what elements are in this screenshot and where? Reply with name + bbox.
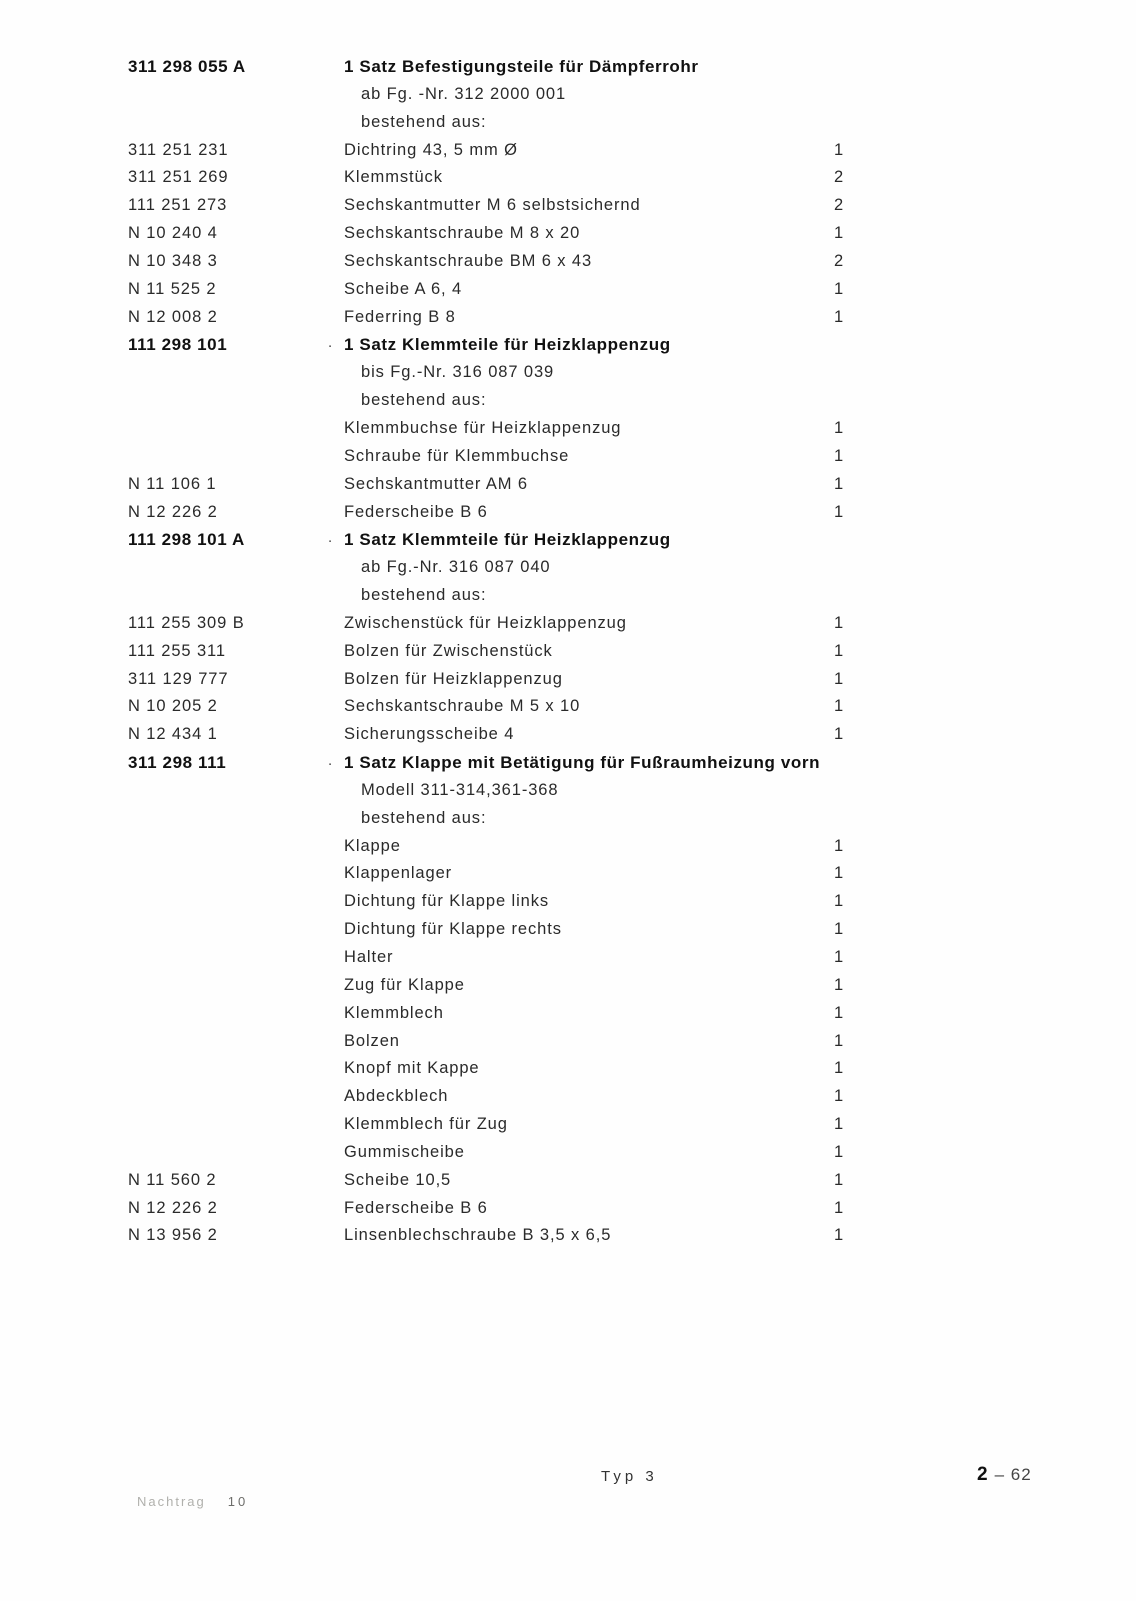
description-cell: Klappenlager	[344, 864, 453, 883]
table-row	[0, 749, 1136, 777]
description-cell: Sechskantmutter M 6 selbstsichernd	[344, 196, 641, 215]
description-cell: bis Fg.-Nr. 316 087 039	[361, 363, 555, 382]
table-row	[0, 582, 1136, 610]
quantity-cell: 1	[834, 1198, 845, 1217]
part-number-cell: N 10 240 4	[128, 224, 218, 243]
description-cell: Klappe	[344, 836, 401, 855]
description-cell: Klemmblech für Zug	[344, 1115, 508, 1134]
quantity-cell: 1	[834, 1087, 845, 1106]
table-row	[0, 359, 1136, 387]
description-cell: ab Fg. -Nr. 312 2000 001	[361, 84, 567, 103]
part-number-cell: N 12 434 1	[128, 725, 218, 744]
quantity-cell: 1	[834, 1059, 845, 1078]
leader-dot: .	[328, 334, 333, 352]
description-cell: Sechskantschraube M 8 x 20	[344, 224, 581, 243]
quantity-cell: 1	[834, 641, 845, 660]
table-row	[0, 164, 1136, 192]
description-cell: bestehend aus:	[361, 586, 487, 605]
part-number-cell: 111 298 101 A	[128, 530, 245, 550]
quantity-cell: 1	[834, 502, 845, 521]
part-number-cell: N 11 106 1	[128, 474, 217, 493]
description-cell: . 1 Satz Klemmteile für Heizklappenzug	[344, 526, 671, 554]
description-cell: bestehend aus:	[361, 808, 487, 827]
table-row	[0, 860, 1136, 888]
part-number-cell: N 12 008 2	[128, 307, 218, 326]
part-number-cell: 311 129 777	[128, 669, 229, 688]
part-number-cell: 111 255 311	[128, 641, 226, 660]
table-row	[0, 331, 1136, 359]
quantity-cell: 1	[834, 224, 845, 243]
table-row	[0, 666, 1136, 694]
description-cell: Knopf mit Kappe	[344, 1059, 480, 1078]
description-cell: Dichtung für Klappe links	[344, 892, 550, 911]
description-cell: ab Fg.-Nr. 316 087 040	[361, 558, 551, 577]
quantity-cell: 1	[834, 1003, 845, 1022]
footer-page-group: 2	[977, 1464, 989, 1485]
table-row	[0, 499, 1136, 527]
quantity-cell: 2	[834, 168, 845, 187]
part-number-cell: 311 298 111	[128, 753, 227, 773]
table-row	[0, 1139, 1136, 1167]
description-cell: Dichtung für Klappe rechts	[344, 920, 562, 939]
leader-dot: .	[328, 752, 333, 770]
footer-supplement	[137, 1494, 248, 1509]
quantity-cell: 1	[834, 474, 845, 493]
quantity-cell: 1	[834, 920, 845, 939]
description-cell: Sechskantmutter AM 6	[344, 474, 528, 493]
table-row	[0, 137, 1136, 165]
quantity-cell: 1	[834, 948, 845, 966]
quantity-cell: 1	[834, 279, 845, 298]
description-cell: Zwischenstück für Heizklappenzug	[344, 613, 627, 632]
description-cell: Federscheibe B 6	[344, 1198, 488, 1217]
description-cell: Klemmblech	[344, 1003, 444, 1022]
table-row	[0, 276, 1136, 304]
footer-page-number	[977, 1464, 1032, 1486]
quantity-cell: 1	[834, 418, 845, 437]
quantity-cell: 1	[834, 1170, 845, 1189]
part-number-cell: N 11 560 2	[128, 1170, 217, 1189]
quantity-cell: 1	[834, 864, 845, 883]
table-row	[0, 220, 1136, 248]
table-row	[0, 972, 1136, 1000]
table-row	[0, 415, 1136, 443]
table-row	[0, 916, 1136, 944]
description-cell: Klemmbuchse für Heizklappenzug	[344, 418, 622, 437]
table-row	[0, 1083, 1136, 1111]
table-row	[0, 526, 1136, 554]
part-number-cell: 111 251 273	[128, 196, 228, 215]
quantity-cell: 1	[834, 975, 845, 994]
table-row	[0, 53, 1136, 81]
part-number-cell: 311 298 055 A	[128, 57, 246, 76]
table-row	[0, 443, 1136, 471]
table-row	[0, 1167, 1136, 1195]
table-row	[0, 1222, 1136, 1250]
table-row	[0, 248, 1136, 276]
footer-supplement-label: Nachtrag	[137, 1494, 206, 1509]
table-row	[0, 610, 1136, 638]
table-row	[0, 554, 1136, 582]
description-cell: Modell 311-314,361-368	[361, 780, 559, 799]
quantity-cell: 1	[834, 1226, 845, 1245]
table-row	[0, 304, 1136, 332]
table-row	[0, 192, 1136, 220]
table-row	[0, 1028, 1136, 1056]
table-row	[0, 1111, 1136, 1139]
footer-supplement-number: 10	[227, 1494, 249, 1509]
table-row	[0, 805, 1136, 833]
footer-page-rest: – 62	[994, 1465, 1032, 1484]
description-cell: Gummischeibe	[344, 1142, 465, 1161]
description-cell: Bolzen für Zwischenstück	[344, 641, 553, 660]
description-cell: Bolzen	[344, 1031, 400, 1050]
part-number-cell: N 10 348 3	[128, 251, 218, 270]
table-row	[0, 1000, 1136, 1028]
table-row	[0, 387, 1136, 415]
description-cell: Federring B 8	[344, 307, 456, 326]
description-cell: Abdeckblech	[344, 1087, 449, 1106]
description-cell: . 1 Satz Klappe mit Betätigung für Fußraumheizung vorn	[344, 749, 820, 777]
part-number-cell: N 10 205 2	[128, 697, 218, 716]
part-number-cell: 311 251 231	[128, 140, 229, 159]
description-cell: Zug für Klappe	[344, 975, 465, 994]
table-row	[0, 888, 1136, 916]
quantity-cell: 1	[834, 307, 845, 326]
parts-list	[0, 53, 1136, 1250]
part-number-cell: N 12 226 2	[128, 502, 218, 521]
quantity-cell: 1	[834, 613, 845, 632]
table-row	[0, 1055, 1136, 1083]
description-cell: Sicherungsscheibe 4	[344, 725, 515, 744]
quantity-cell: 2	[834, 196, 845, 215]
description-cell: 1 Satz Befestigungsteile für Dämpferrohr	[344, 57, 699, 76]
description-cell: Scheibe 10,5	[344, 1170, 452, 1189]
table-row	[0, 109, 1136, 137]
description-cell: Schraube für Klemmbuchse	[344, 446, 570, 465]
description-cell: bestehend aus:	[361, 112, 487, 131]
description-cell: bestehend aus:	[361, 391, 487, 410]
description-cell: Sechskantschraube BM 6 x 43	[344, 251, 593, 270]
footer-type-label: Typ 3	[601, 1468, 658, 1485]
part-number-cell: N 12 226 2	[128, 1198, 218, 1217]
table-row	[0, 777, 1136, 805]
quantity-cell: 1	[834, 697, 845, 716]
quantity-cell: 1	[834, 836, 845, 855]
description-cell: Klemmstück	[344, 168, 443, 187]
description-cell: . 1 Satz Klemmteile für Heizklappenzug	[344, 331, 671, 359]
quantity-cell: 1	[834, 725, 845, 744]
description-cell: Sechskantschraube M 5 x 10	[344, 697, 581, 716]
quantity-cell: 1	[834, 669, 845, 688]
quantity-cell: 1	[834, 1142, 845, 1161]
description-cell: Halter	[344, 948, 394, 966]
table-row	[0, 471, 1136, 499]
part-number-cell: N 11 525 2	[128, 279, 217, 298]
quantity-cell: 1	[834, 446, 845, 465]
description-cell: Linsenblechschraube B 3,5 x 6,5	[344, 1226, 612, 1245]
quantity-cell: 2	[834, 251, 845, 270]
table-row	[0, 833, 1136, 861]
table-row	[0, 721, 1136, 749]
quantity-cell: 1	[834, 1115, 845, 1134]
table-row	[0, 693, 1136, 721]
part-number-cell: 111 255 309 B	[128, 613, 245, 632]
description-cell: Scheibe A 6, 4	[344, 279, 463, 298]
quantity-cell: 1	[834, 140, 845, 159]
description-cell: Bolzen für Heizklappenzug	[344, 669, 563, 688]
leader-dot: .	[328, 529, 333, 547]
quantity-cell: 1	[834, 892, 845, 911]
part-number-cell: 111 298 101	[128, 335, 228, 355]
table-row	[0, 81, 1136, 109]
table-row	[0, 944, 1136, 972]
description-cell: Federscheibe B 6	[344, 502, 488, 521]
description-cell: Dichtring 43, 5 mm Ø	[344, 140, 518, 159]
table-row	[0, 638, 1136, 666]
part-number-cell: 311 251 269	[128, 168, 229, 187]
quantity-cell: 1	[834, 1031, 845, 1050]
table-row	[0, 1195, 1136, 1223]
part-number-cell: N 13 956 2	[128, 1226, 218, 1245]
